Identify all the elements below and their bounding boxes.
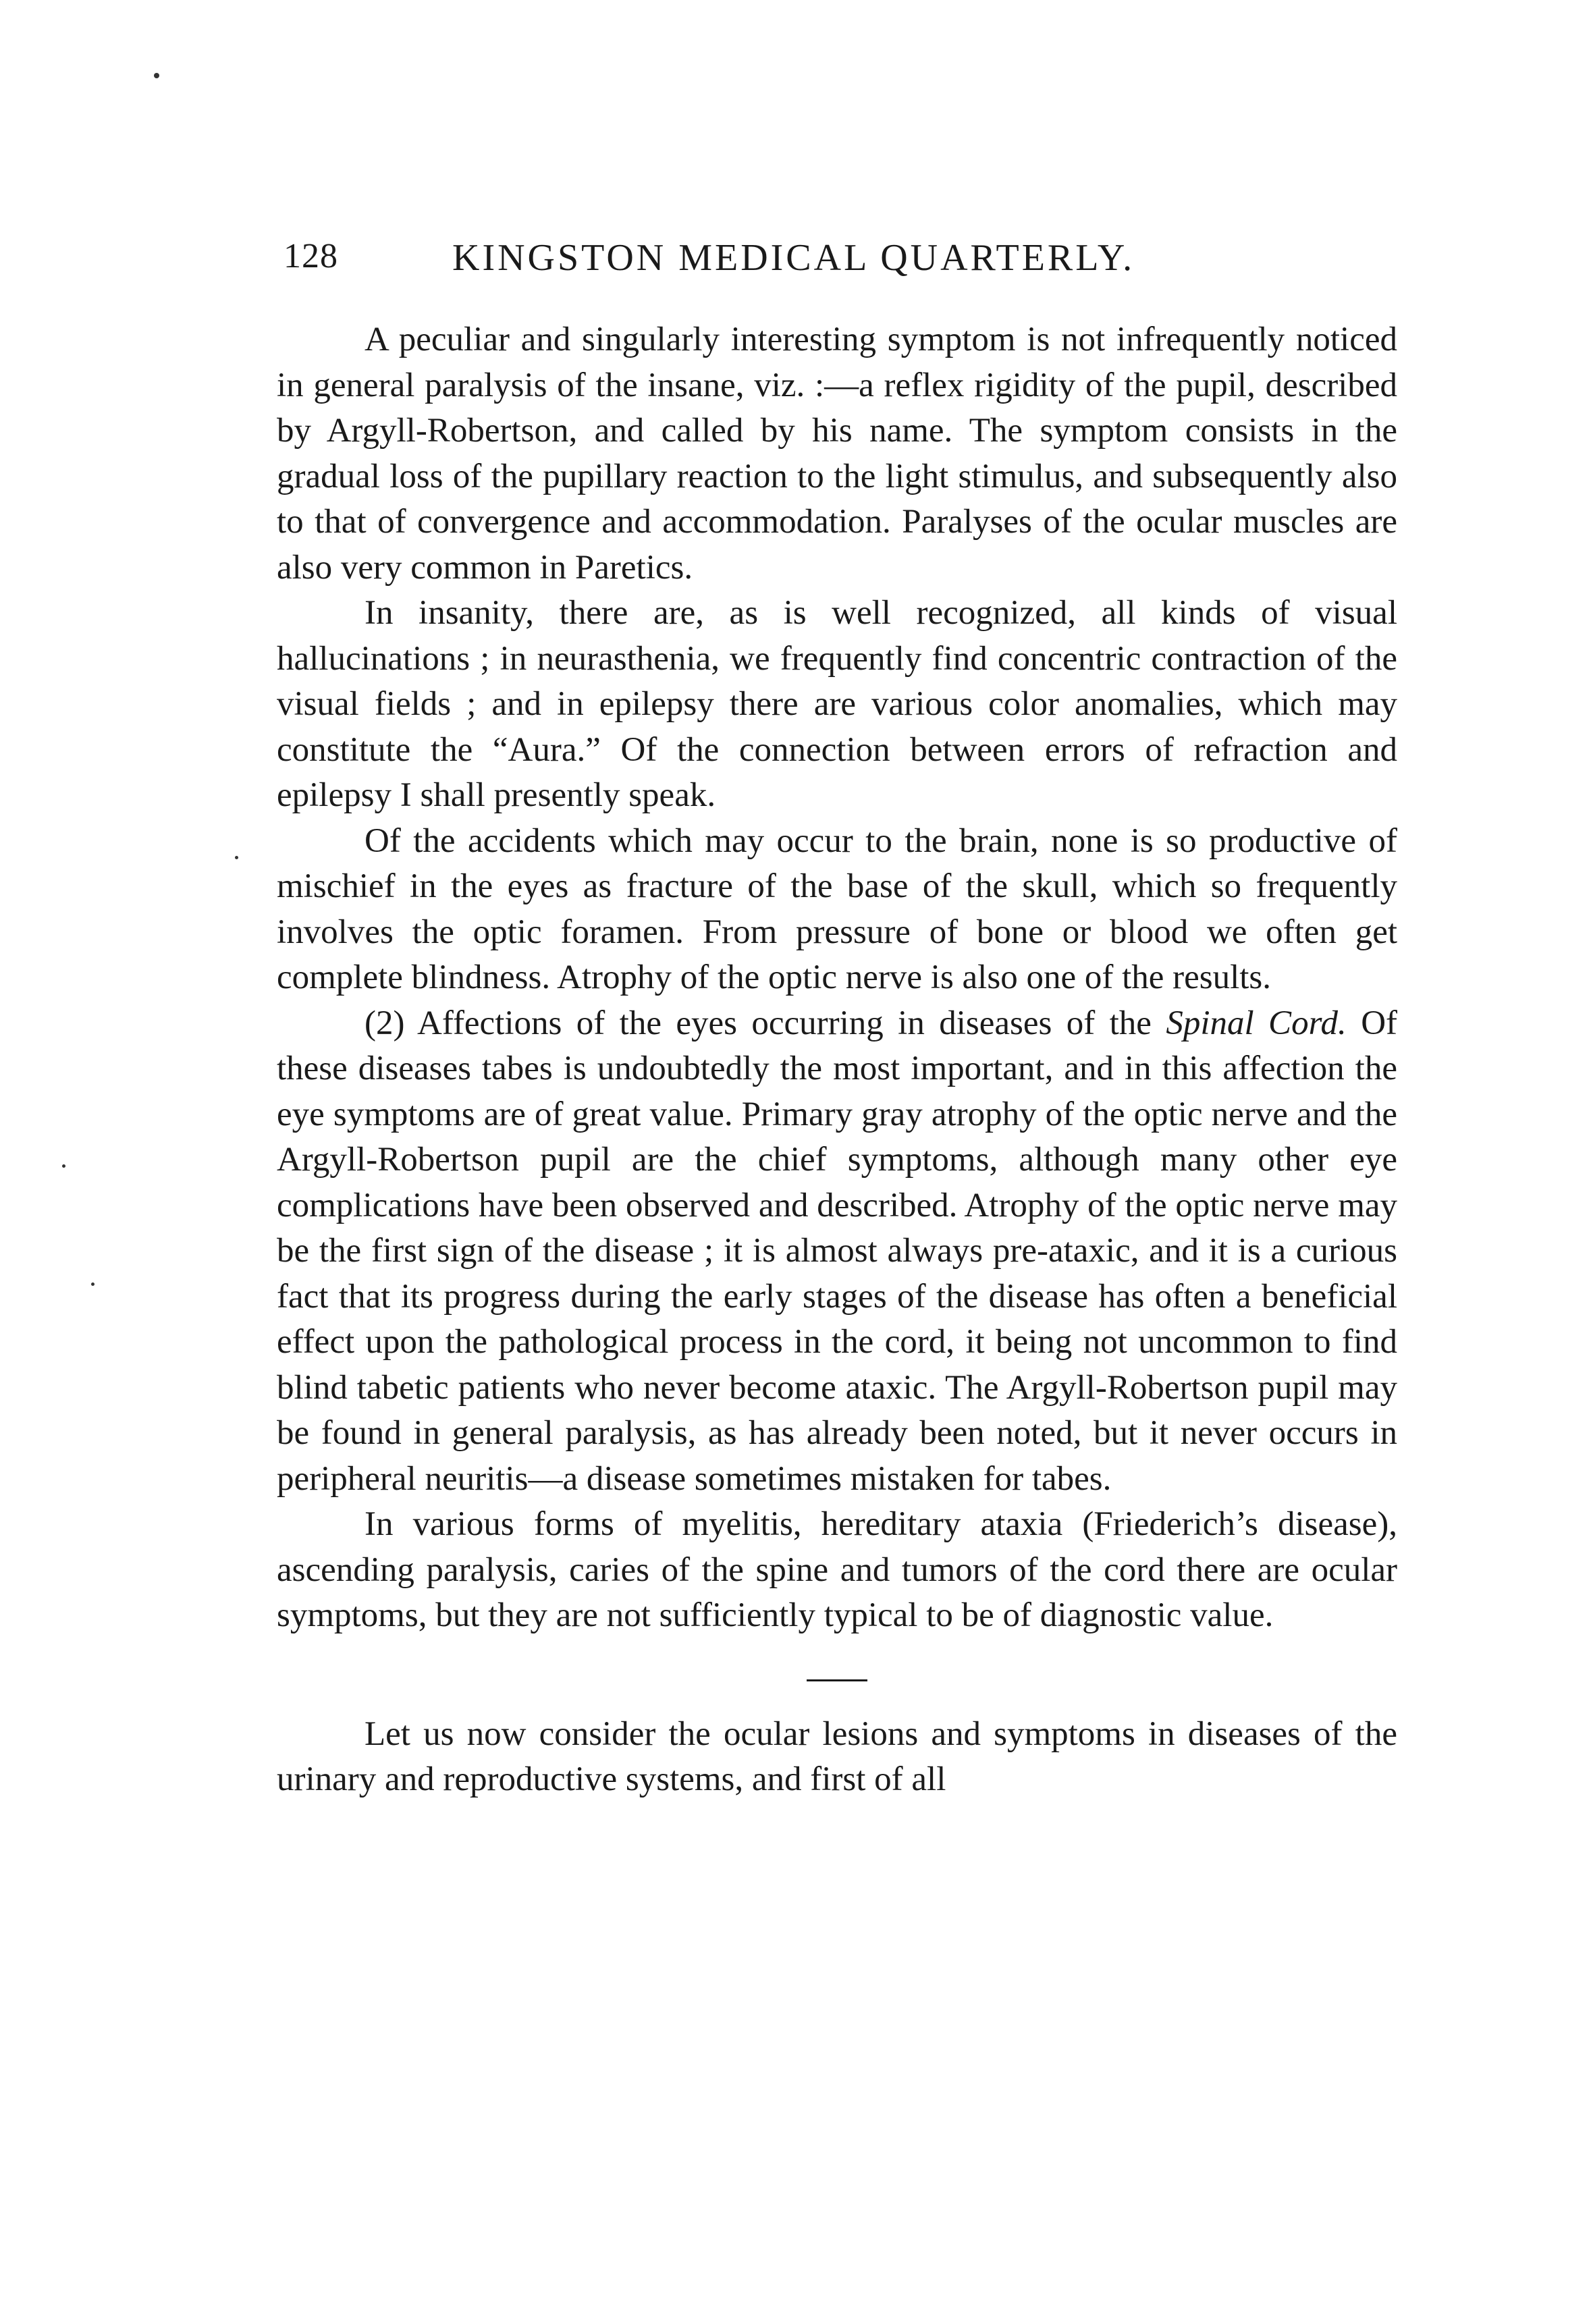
page-speck [91,1282,95,1286]
paragraph-myelitis: In various forms of myelitis, hereditary ataxia (Friederich’s disease), ascending paralysis, caries of the spine and tumors of the cord there are ocular symptoms, but they are not sufficiently typical to be of diagnostic value. [277,1505,1397,1634]
paragraph-urinary: Let us now consider the ocular lesions and symptoms in diseases of the urinary and reproductive systems, and first of all [277,1714,1397,1798]
spinal-intro: (2) Affections of the eyes occurring in diseases of the [365,1004,1166,1042]
page-speck [154,73,159,78]
spinal-cord-italic: Spinal Cord. [1166,1004,1347,1042]
page-speck [62,1164,65,1168]
running-head: KINGSTON MEDICAL QUARTERLY. [452,237,1135,279]
page-number: 128 [284,237,338,275]
paragraph-brain-accidents: Of the accidents which may occur to the brain, none is so productive of mischief in the eyes as fracture of the base of the skull, which so frequently involves the optic foramen. From pressure of bone or blood we often get complete blindness. Atrophy of the optic nerve is also one of the results. [277,821,1397,996]
body-text [277,317,1397,1803]
paragraph-pupil-rigidity: A peculiar and singularly interesting symptom is not infrequently noticed in general paralysis of the insane, viz. :—a reflex rigidity of the pupil, described by Argyll-Robertson, and called by his name. The symptom consists in the gradual loss of the pupillary reaction to the light stimulus, and subsequently also to that of convergence and accommodation. Paralyses of the ocular muscles are also very common in Paretics. [277,321,1397,587]
page-header [284,236,1404,290]
paragraph-spinal-cord [277,1001,1397,1503]
page-speck [235,856,238,859]
spinal-rest: Of these diseases tabes is undoubtedly the most important, and in this affection the eye symptoms are of great value. Primary gray atrophy of the optic nerve and the Argyll-Robertson pupil are the chief symptoms, although many other eye complications have been observed and described. Atrophy of the optic nerve may be the first sign of the disease ; it is almost always pre-ataxic, and it is a curious fact that its progress during the early stages of the disease has often a beneficial effect upon the pathological process in the cord, it being not uncommon to find blind tabetic patients who never become ataxic. The Argyll-Robertson pupil may be found in general paralysis, as has already been noted, but it never occurs in peripheral neuritis—a disease sometimes mistaken for tabes. [277,1004,1398,1498]
paragraph-insanity: In insanity, there are, as is well recognized, all kinds of visual hallucinations ; in neurasthenia, we frequently find concentric contraction of the visual fields ; and in epilepsy there are various color anomalies, which may constitute the “Aura.” Of the connection between errors of refraction and epilepsy I shall presently speak. [277,594,1397,814]
section-divider [807,1679,867,1681]
